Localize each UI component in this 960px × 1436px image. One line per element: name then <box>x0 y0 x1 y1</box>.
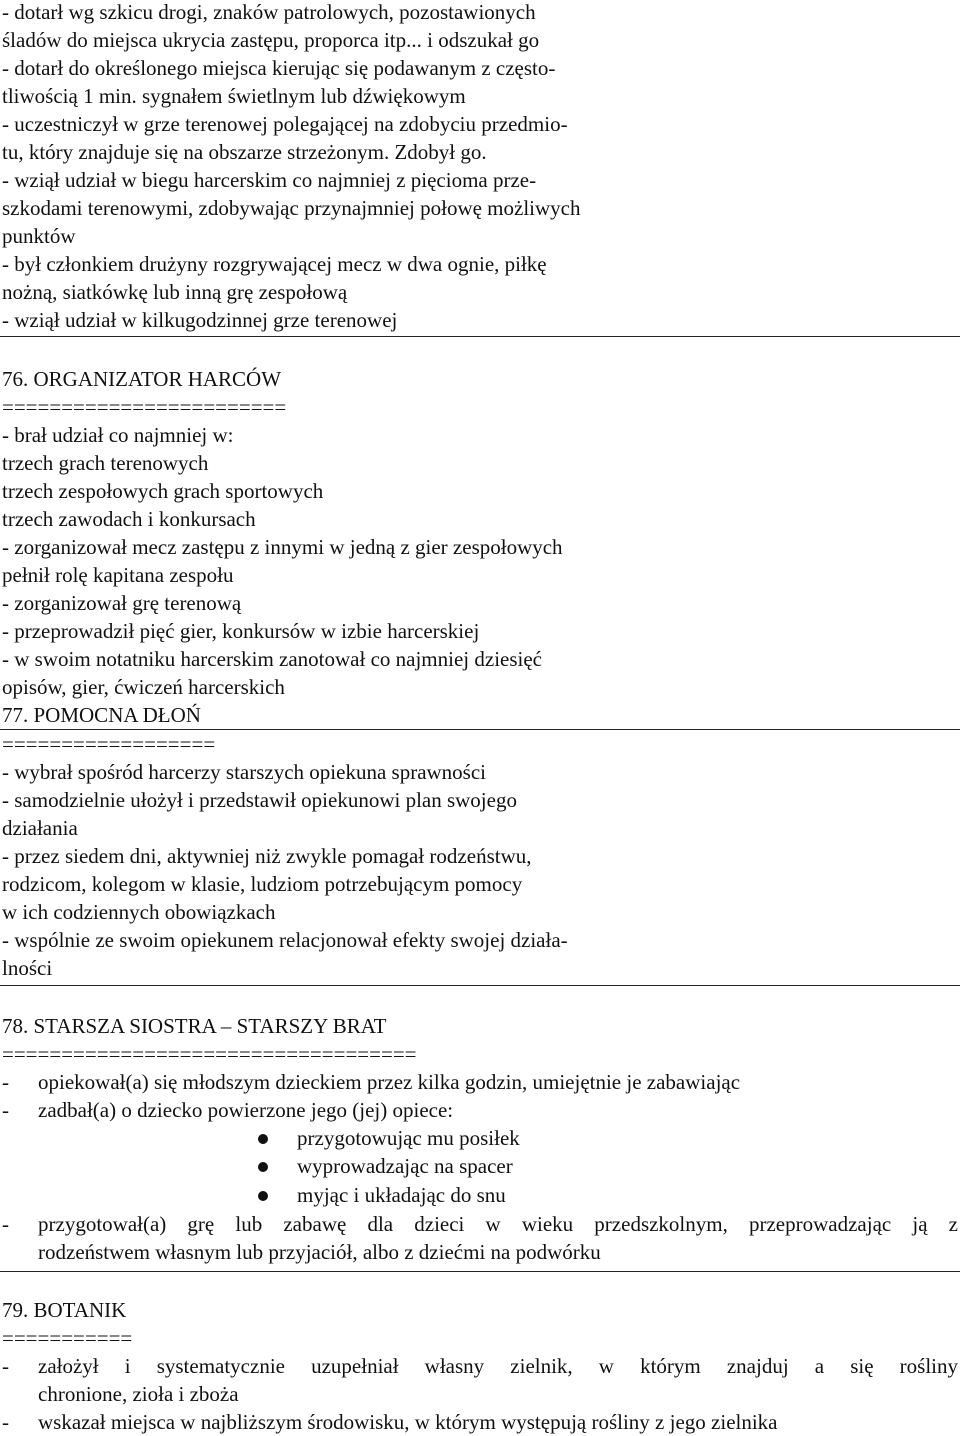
list-item <box>2 1068 740 1096</box>
text-line: szkodami terenowymi, zdobywając przynajmniej połowę możliwych <box>2 196 581 220</box>
list-item-text: rodzeństwem własnym lub przyjaciół, albo z dziećmi na podwórku <box>38 1240 601 1264</box>
text-line: pełnił rolę kapitana zespołu <box>2 563 234 587</box>
title-underline: ================== <box>2 732 216 756</box>
text-line: działania <box>2 816 78 840</box>
text-line: - wziął udział w biegu harcerskim co najmniej z pięcioma prze- <box>2 168 537 192</box>
text-line: trzech zespołowych grach sportowych <box>2 479 324 503</box>
section-title-77: 77. POMOCNA DŁOŃ <box>2 703 201 727</box>
list-item-text: założył i systematycznie uzupełniał własny zielnik, w którym znajduj a się rośliny <box>38 1354 958 1378</box>
list-item-text: przygotował(a) grę lub zabawę dla dzieci w wieku przedszkolnym, przeprowadzając ją z <box>38 1212 958 1236</box>
title-underline: =========== <box>2 1326 133 1350</box>
text-line: trzech zawodach i konkursach <box>2 507 256 531</box>
text-line: - zorganizował grę terenową <box>2 591 242 615</box>
text-line: tu, który znajduje się na obszarze strzeżonym. Zdobył go. <box>2 140 487 164</box>
text-line: rodzicom, kolegom w klasie, ludziom potrzebującym pomocy <box>2 872 523 896</box>
section-divider <box>0 985 960 986</box>
text-line: śladów do miejsca ukrycia zastępu, proporca itp... i odszukał go <box>2 28 540 52</box>
dash-marker-row <box>2 1210 38 1238</box>
text-line: - wspólnie ze swoim opiekunem relacjonował efekty swojej działa- <box>2 928 568 952</box>
text-line: - dotarł do określonego miejsca kierując się podawanym z często- <box>2 56 556 80</box>
text-line: tliwością 1 min. sygnałem świetlnym lub dźwiękowym <box>2 84 466 108</box>
text-line: - był członkiem drużyny rozgrywającej mecz w dwa ognie, piłkę <box>2 252 547 276</box>
text-line: - wybrał spośród harcerzy starszych opiekuna sprawności <box>2 760 487 784</box>
text-line: trzech grach terenowych <box>2 451 209 475</box>
bullet-icon <box>258 1191 268 1201</box>
text-line: - brał udział co najmniej w: <box>2 423 234 447</box>
bullet-icon <box>258 1134 268 1144</box>
text-line: - samodzielnie ułożył i przedstawił opiekunowi plan swojego <box>2 788 517 812</box>
bullet-item: myjąc i układając do snu <box>297 1183 506 1207</box>
bullet-icon <box>258 1162 268 1172</box>
text-line: w ich codziennych obowiązkach <box>2 900 276 924</box>
text-line: lności <box>2 956 53 980</box>
section-divider <box>0 336 960 337</box>
list-item <box>2 1096 453 1124</box>
list-item-text: wskazał miejsca w najbliższym środowisku, w którym występują rośliny z jego zielnika <box>38 1410 778 1434</box>
text-line: - uczestniczył w grze terenowej polegającej na zdobyciu przedmio- <box>2 112 568 136</box>
list-item-text: chronione, zioła i zboża <box>38 1382 239 1406</box>
dash-marker-row <box>2 1352 38 1380</box>
text-line: - w swoim notatniku harcerskim zanotował co najmniej dziesięć <box>2 647 543 671</box>
dash-marker: - <box>2 1212 9 1236</box>
list-item-text: opiekował(a) się młodszym dzieckiem przez kilka godzin, umiejętnie je zabawiając <box>38 1070 741 1094</box>
list-item <box>2 1408 778 1436</box>
section-title-76: 76. ORGANIZATOR HARCÓW <box>2 367 282 391</box>
text-line: - zorganizował mecz zastępu z innymi w jedną z gier zespołowych <box>2 535 563 559</box>
dash-marker: - <box>2 1070 9 1094</box>
dash-marker: - <box>2 1098 9 1122</box>
dash-marker: - <box>2 1410 9 1434</box>
text-line: punktów <box>2 224 76 248</box>
section-title-79: 79. BOTANIK <box>2 1298 127 1322</box>
text-line: - wziął udział w kilkugodzinnej grze terenowej <box>2 308 398 332</box>
text-line: - przeprowadził pięć gier, konkursów w izbie harcerskiej <box>2 619 480 643</box>
text-line: - dotarł wg szkicu drogi, znaków patrolowych, pozostawionych <box>2 0 536 24</box>
text-line: - przez siedem dni, aktywniej niż zwykle pomagał rodzeństwu, <box>2 844 532 868</box>
title-underline: =================================== <box>2 1042 417 1066</box>
section-divider <box>0 1271 960 1272</box>
bullet-item: wyprowadzając na spacer <box>297 1154 513 1178</box>
dash-marker: - <box>2 1354 9 1378</box>
text-line: opisów, gier, ćwiczeń harcerskich <box>2 675 285 699</box>
text-line: nożną, siatkówkę lub inną grę zespołową <box>2 280 348 304</box>
section-title-78: 78. STARSZA SIOSTRA – STARSZY BRAT <box>2 1014 387 1038</box>
list-item-text: zadbał(a) o dziecko powierzone jego (jej) opiece: <box>38 1098 454 1122</box>
title-underline: ======================== <box>2 395 287 419</box>
bullet-item: przygotowując mu posiłek <box>297 1126 520 1150</box>
